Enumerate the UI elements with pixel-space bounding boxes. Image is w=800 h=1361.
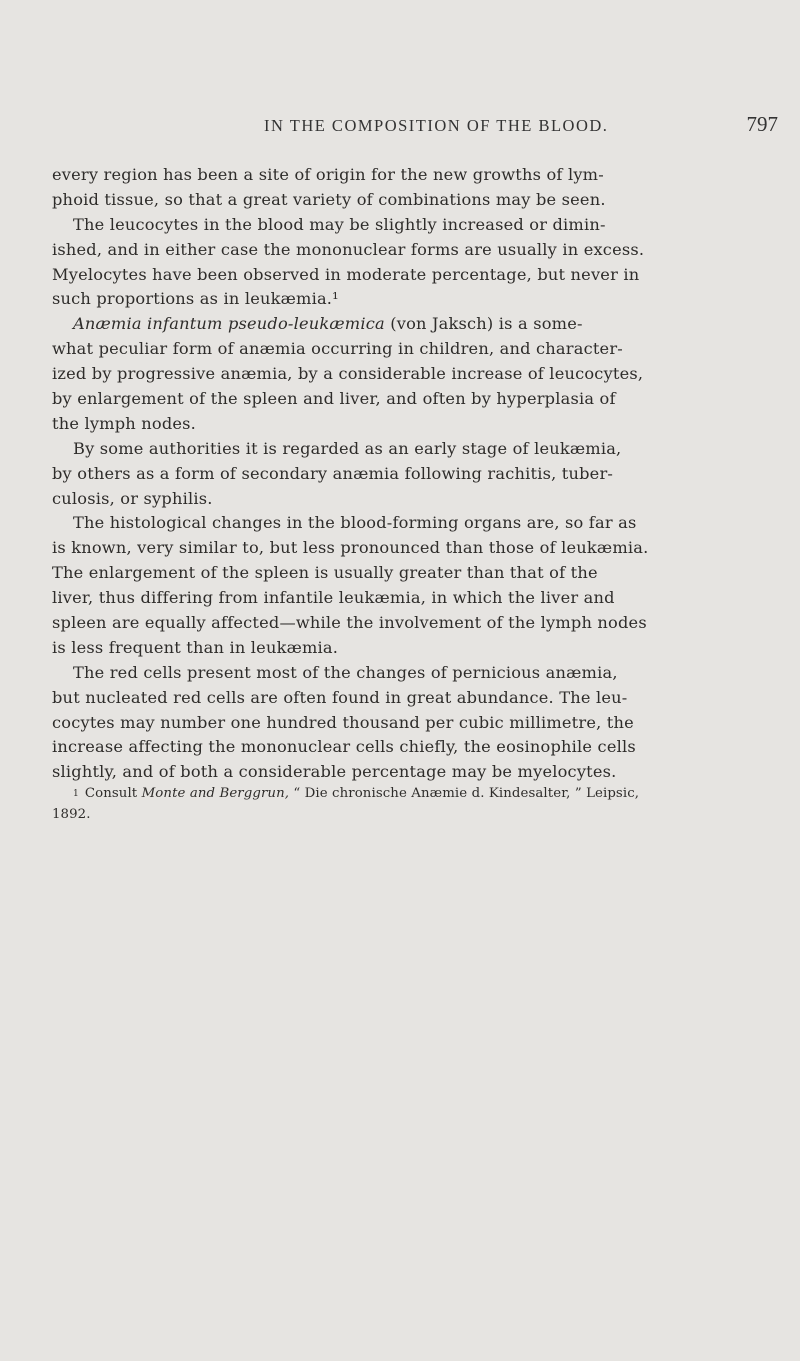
text-line: phoid tissue, so that a great variety of combinations may be seen. <box>52 189 606 209</box>
text-line: culosis, or syphilis. <box>52 488 213 508</box>
text-line: slightly, and of both a considerable percentage may be myelocytes. <box>52 762 617 782</box>
body-text <box>52 163 766 785</box>
text-line: The leucocytes in the blood may be slightly increased or dimin- <box>73 214 606 234</box>
anaemia-term-rest: (von Jaksch) is a some- <box>384 314 583 334</box>
footnote <box>52 783 766 804</box>
text-line: liver, thus differing from infantile leukæmia, in which the liver and <box>52 588 615 608</box>
text-line: The enlargement of the spleen is usually greater than that of the <box>52 563 598 583</box>
text-line: ished, and in either case the mononuclear forms are usually in excess. <box>52 239 645 259</box>
footnote-lead: Consult <box>84 786 142 801</box>
footnote-marker: 1 <box>73 789 79 799</box>
text-line: ized by progressive anæmia, by a considerable increase of leucocytes, <box>52 364 644 384</box>
text-line: by others as a form of secondary anæmia following rachitis, tuber- <box>52 463 614 483</box>
text-line: what peculiar form of anæmia occurring in children, and character- <box>52 339 623 359</box>
footnote-authors: Monte and Berggrun, <box>141 786 290 801</box>
running-title: IN THE COMPOSITION OF THE BLOOD. <box>264 116 609 135</box>
text-line: By some authorities it is regarded as an early stage of leukæmia, <box>73 438 622 458</box>
text-line-anaemia-heading <box>52 312 766 337</box>
running-head <box>52 112 792 146</box>
page-number: 797 <box>746 112 778 136</box>
footnote-year: 1892. <box>52 807 91 822</box>
text-line: Myelocytes have been observed in moderate percentage, but never in <box>52 264 640 284</box>
text-line: such proportions as in leukæmia.¹ <box>52 289 339 309</box>
footnote-citation: “ Die chronische Anæmie d. Kindesalter, ” Leipsic, <box>289 786 640 801</box>
text-line: by enlargement of the spleen and liver, and often by hyperplasia of <box>52 389 616 409</box>
text-line: The histological changes in the blood-forming organs are, so far as <box>73 513 637 533</box>
text-line: spleen are equally affected—while the involvement of the lymph nodes <box>52 613 647 633</box>
text-line: the lymph nodes. <box>52 413 197 433</box>
footnotes <box>52 783 766 825</box>
text-line: The red cells present most of the changes of pernicious anæmia, <box>73 662 618 682</box>
text-line: every region has been a site of origin for the new growths of lym- <box>52 165 604 184</box>
text-line: increase affecting the mononuclear cells chiefly, the eosinophile cells <box>52 737 636 757</box>
anaemia-term: Anæmia infantum pseudo-leukæmica <box>73 314 385 334</box>
text-line: cocytes may number one hundred thousand per cubic millimetre, the <box>52 712 634 732</box>
text-line: is less frequent than in leukæmia. <box>52 637 339 657</box>
text-line: is known, very similar to, but less pronounced than those of leukæmia. <box>52 538 649 558</box>
text-line: but nucleated red cells are often found in great abundance. The leu- <box>52 687 628 707</box>
